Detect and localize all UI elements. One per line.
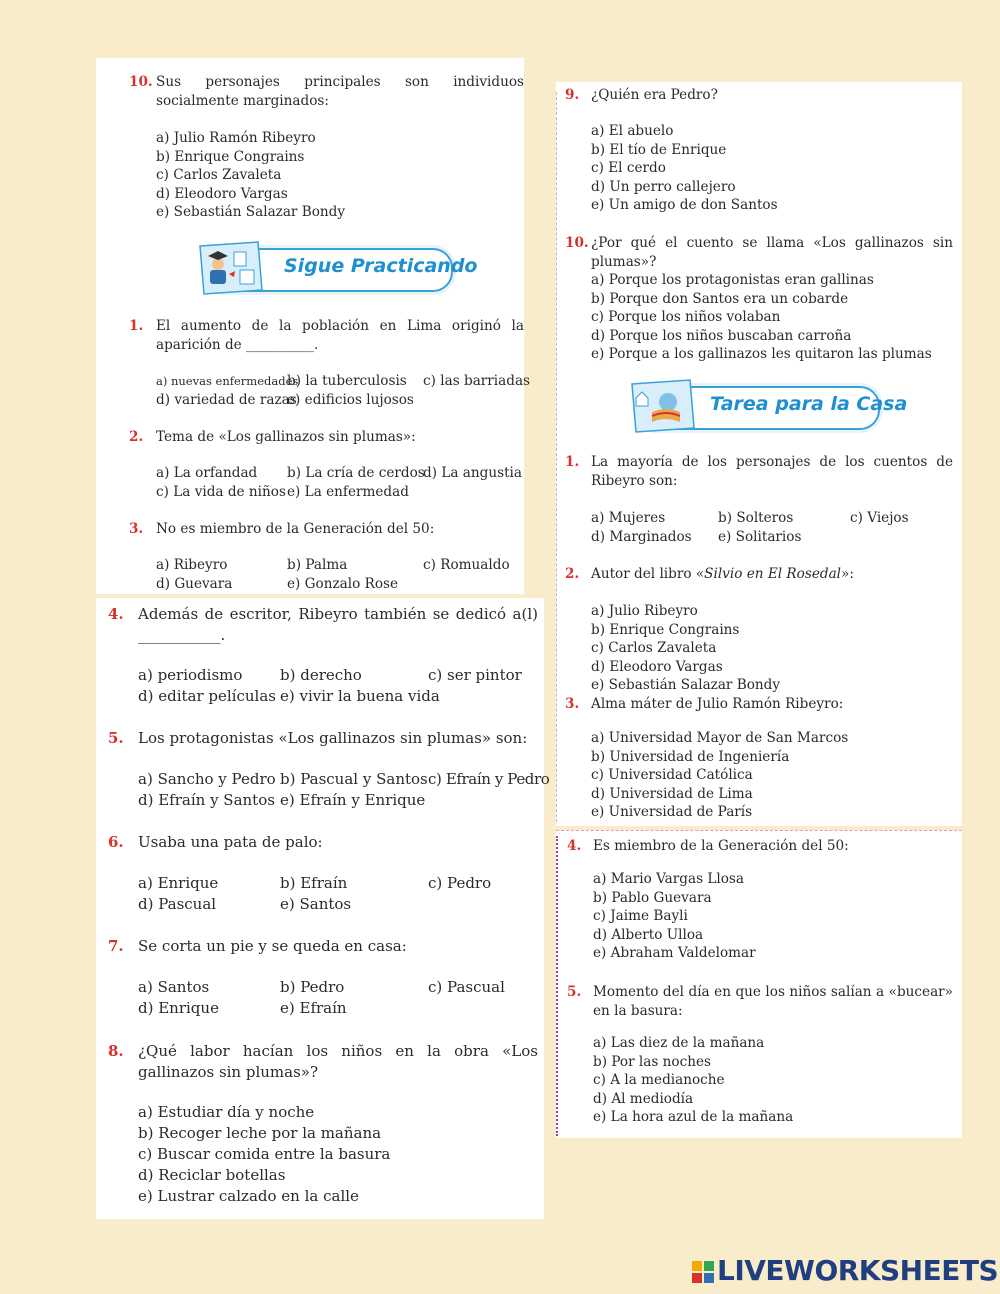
tarea-para-la-casa-banner — [628, 378, 908, 434]
option-d[interactable]: d) Eleodoro Vargas — [591, 658, 723, 675]
option-e[interactable]: e) Lustrar calzado en la calle — [138, 1187, 359, 1205]
option-e[interactable]: e) Santos — [280, 895, 352, 913]
question-number: 4. — [567, 838, 582, 854]
option-d[interactable]: d) Un perro callejero — [591, 178, 736, 195]
option-e[interactable]: e) Gonzalo Rose — [287, 576, 399, 592]
options-list — [591, 122, 778, 215]
option-c[interactable]: c) las barriadas — [423, 373, 531, 389]
option-a[interactable]: a) Sancho y Pedro — [138, 770, 276, 788]
homework-question-1 — [565, 453, 953, 490]
option-a[interactable]: a) Mujeres — [591, 510, 666, 526]
option-c[interactable]: c) Efraín y Pedro — [428, 770, 550, 788]
question-number: 10. — [565, 235, 589, 251]
option-b[interactable]: b) Enrique Congrains — [156, 148, 305, 165]
option-c[interactable]: d) La angustia — [423, 465, 522, 481]
option-d[interactable]: d) Alberto Ulloa — [593, 926, 704, 943]
question-number: 10. — [129, 74, 153, 90]
option-b[interactable]: b) Solteros — [718, 510, 794, 526]
option-d[interactable]: d) Marginados — [591, 529, 692, 545]
option-e[interactable]: e) edificios lujosos — [287, 392, 414, 408]
question-4 — [108, 604, 538, 646]
dotted-divider — [556, 836, 558, 1136]
question-text: El aumento de la población en Lima originó la aparición de __________. — [156, 318, 524, 353]
right-top-panel — [556, 82, 962, 826]
option-e[interactable]: e) Sebastián Salazar Bondy — [591, 677, 781, 693]
option-a[interactable]: a) periodismo — [138, 666, 243, 684]
option-b[interactable]: b) El tío de Enrique — [591, 141, 727, 158]
dashed-divider — [556, 830, 962, 831]
options-grid — [138, 665, 538, 709]
option-c[interactable]: c) Pascual — [428, 978, 505, 996]
option-d[interactable]: d) Porque los niños buscaban carroña — [591, 327, 852, 344]
question-text: Los protagonistas «Los gallinazos sin plumas» son: — [138, 729, 528, 747]
option-e[interactable]: e) La enfermedad — [287, 484, 409, 500]
option-a[interactable]: a) Julio Ribeyro — [591, 603, 698, 619]
option-c[interactable]: c) Pedro — [428, 874, 492, 892]
question-text: Usaba una pata de palo: — [138, 833, 323, 851]
option-e[interactable]: e) Un amigo de don Santos — [591, 197, 778, 213]
option-c[interactable]: c) Jaime Bayli — [593, 908, 688, 924]
option-b[interactable]: b) Efraín — [280, 874, 348, 892]
options-list — [138, 1102, 390, 1207]
book-title: Silvio en El Rosedal — [704, 566, 842, 582]
options-grid — [138, 873, 538, 917]
question-number: 7. — [108, 937, 124, 955]
option-e[interactable]: e) Porque a los gallinazos les quitaron las plumas — [591, 346, 932, 362]
option-a[interactable]: a) El abuelo — [591, 123, 674, 139]
option-d[interactable]: d) Reciclar botellas — [138, 1166, 286, 1184]
graduate-icon — [196, 240, 266, 296]
options-list — [591, 602, 780, 695]
option-a[interactable]: a) Santos — [138, 978, 210, 996]
house-book-icon — [628, 378, 698, 434]
question-number: 4. — [108, 605, 124, 623]
question-text: Momento del día en que los niños salían a «bucear» en la basura: — [593, 984, 953, 1019]
options-list — [591, 271, 932, 364]
options-grid — [156, 556, 524, 596]
option-c[interactable]: c) Romualdo — [423, 557, 510, 573]
options-grid — [138, 769, 550, 813]
option-a[interactable]: a) Enrique — [138, 874, 219, 892]
option-a[interactable]: a) Estudiar día y noche — [138, 1103, 315, 1121]
option-b[interactable]: b) La cría de cerdos — [287, 465, 425, 481]
option-c[interactable]: c) Carlos Zavaleta — [591, 640, 717, 656]
option-c[interactable]: c) Viejos — [850, 510, 909, 526]
option-a[interactable]: a) Universidad Mayor de San Marcos — [591, 730, 849, 746]
option-e[interactable]: e) vivir la buena vida — [280, 687, 440, 705]
option-d[interactable]: d) Al mediodía — [593, 1090, 694, 1107]
option-d[interactable]: d) editar películas — [138, 687, 276, 705]
question-10 — [565, 234, 953, 271]
option-b[interactable]: b) derecho — [280, 666, 362, 684]
question-10 — [129, 73, 524, 110]
question-number: 8. — [108, 1042, 124, 1060]
question-number: 3. — [129, 521, 144, 537]
question-6 — [108, 832, 538, 853]
options-grid — [591, 509, 953, 549]
question-text: Es miembro de la Generación del 50: — [593, 838, 849, 854]
question-7 — [108, 936, 538, 957]
option-a[interactable]: a) Ribeyro — [156, 557, 228, 573]
option-e[interactable]: e) Solitarios — [718, 529, 802, 545]
option-b[interactable]: b) Pedro — [280, 978, 345, 996]
option-b[interactable]: b) Enrique Congrains — [591, 621, 740, 638]
option-c[interactable]: c) El cerdo — [591, 160, 666, 176]
option-c[interactable]: c) Carlos Zavaleta — [156, 167, 282, 183]
option-e[interactable]: e) Universidad de París — [591, 804, 753, 820]
option-d[interactable]: c) La vida de niños — [156, 484, 286, 500]
question-text: ¿Por qué el cuento se llama «Los gallinazos sin plumas»? — [591, 235, 953, 270]
options-list — [593, 870, 756, 963]
option-b[interactable]: b) Pablo Guevara — [593, 889, 712, 906]
option-b[interactable]: b) la tuberculosis — [287, 373, 407, 389]
options-list — [591, 729, 848, 822]
question-text-end: »: — [841, 566, 854, 582]
option-d[interactable]: d) Efraín y Santos — [138, 791, 275, 809]
option-d[interactable]: d) Pascual — [138, 895, 217, 913]
question-number: 3. — [565, 696, 580, 712]
left-top-panel — [96, 58, 531, 594]
question-number: 5. — [567, 984, 582, 1000]
question-text: Se corta un pie y se queda en casa: — [138, 937, 407, 955]
question-text: Tema de «Los gallinazos sin plumas»: — [156, 429, 416, 445]
option-e[interactable]: e) Efraín y Enrique — [280, 791, 426, 809]
question-text: ¿Quién era Pedro? — [591, 87, 718, 103]
question-number: 5. — [108, 729, 124, 747]
option-c[interactable]: c) Porque los niños volaban — [591, 309, 781, 325]
options-grid — [138, 977, 538, 1021]
question-number: 9. — [565, 87, 580, 103]
question-text — [591, 565, 953, 584]
question-number: 2. — [129, 429, 144, 445]
option-c[interactable]: c) Buscar comida entre la basura — [138, 1145, 391, 1163]
option-e[interactable]: e) Efraín — [280, 999, 347, 1017]
question-text-start: Autor del libro « — [591, 566, 705, 582]
option-d[interactable]: d) Guevara — [156, 576, 233, 592]
homework-question-2 — [565, 565, 953, 584]
option-c[interactable]: c) Universidad Católica — [591, 767, 753, 783]
question-5 — [108, 728, 538, 749]
options-list — [593, 1034, 793, 1127]
question-number: 1. — [129, 318, 144, 334]
question-8 — [108, 1041, 538, 1083]
option-b[interactable]: b) Palma — [287, 557, 348, 573]
option-a[interactable]: a) Julio Ramón Ribeyro — [156, 130, 316, 146]
option-b[interactable]: b) Pascual y Santos — [280, 770, 428, 788]
option-b[interactable]: b) Universidad de Ingeniería — [591, 748, 790, 765]
option-a[interactable]: a) nuevas enfermedades — [156, 374, 299, 388]
option-d[interactable]: d) Universidad de Lima — [591, 785, 753, 802]
banner-label: Tarea para la Casa — [710, 393, 908, 415]
option-d[interactable]: d) Eleodoro Vargas — [156, 185, 288, 202]
question-text: ¿Qué labor hacían los niños en la obra «Los gallinazos sin plumas»? — [138, 1042, 538, 1081]
left-bottom-panel — [96, 598, 550, 1219]
question-2 — [129, 428, 524, 447]
option-d[interactable]: d) Enrique — [138, 999, 219, 1017]
question-number: 1. — [565, 454, 580, 470]
option-a[interactable]: a) La orfandad — [156, 465, 258, 481]
option-a[interactable]: a) Porque los protagonistas eran gallinas — [591, 272, 874, 288]
question-1 — [129, 317, 524, 354]
liveworksheets-logo-icon — [692, 1261, 714, 1283]
option-a[interactable]: a) Mario Vargas Llosa — [593, 871, 745, 887]
option-b[interactable]: b) Por las noches — [593, 1053, 712, 1070]
option-a[interactable]: a) Las diez de la mañana — [593, 1035, 765, 1051]
option-e[interactable]: e) La hora azul de la mañana — [593, 1109, 794, 1125]
options-list — [156, 129, 345, 222]
right-bottom-panel — [556, 830, 962, 1138]
question-number: 6. — [108, 833, 124, 851]
liveworksheets-brand — [692, 1254, 998, 1287]
brand-text: LIVEWORKSHEETS — [717, 1254, 999, 1287]
homework-question-3 — [565, 695, 953, 714]
option-c[interactable]: c) A la medianoche — [593, 1072, 725, 1088]
question-9 — [565, 86, 953, 105]
question-text: La mayoría de los personajes de los cuentos de Ribeyro son: — [591, 454, 953, 489]
question-text: Alma máter de Julio Ramón Ribeyro: — [591, 696, 844, 712]
banner-label: Sigue Practicando — [284, 255, 478, 277]
question-number: 2. — [565, 566, 580, 582]
question-text: Sus personajes principales son individuos socialmente marginados: — [156, 74, 524, 109]
options-grid — [156, 372, 531, 412]
option-d[interactable]: d) variedad de razas — [156, 392, 297, 408]
sigue-practicando-banner — [196, 240, 478, 296]
question-3 — [129, 520, 524, 539]
option-b[interactable]: b) Recoger leche por la mañana — [138, 1124, 382, 1142]
dashed-divider — [556, 92, 557, 822]
homework-question-4 — [567, 837, 953, 856]
option-b[interactable]: b) Porque don Santos era un cobarde — [591, 290, 849, 307]
option-e[interactable]: e) Abraham Valdelomar — [593, 945, 756, 961]
homework-question-5 — [567, 983, 953, 1020]
option-c[interactable]: c) ser pintor — [428, 666, 522, 684]
question-text: Además de escritor, Ribeyro también se dedicó a(l) ___________. — [138, 605, 538, 644]
options-grid — [156, 464, 524, 504]
option-e[interactable]: e) Sebastián Salazar Bondy — [156, 204, 346, 220]
question-text: No es miembro de la Generación del 50: — [156, 521, 435, 537]
